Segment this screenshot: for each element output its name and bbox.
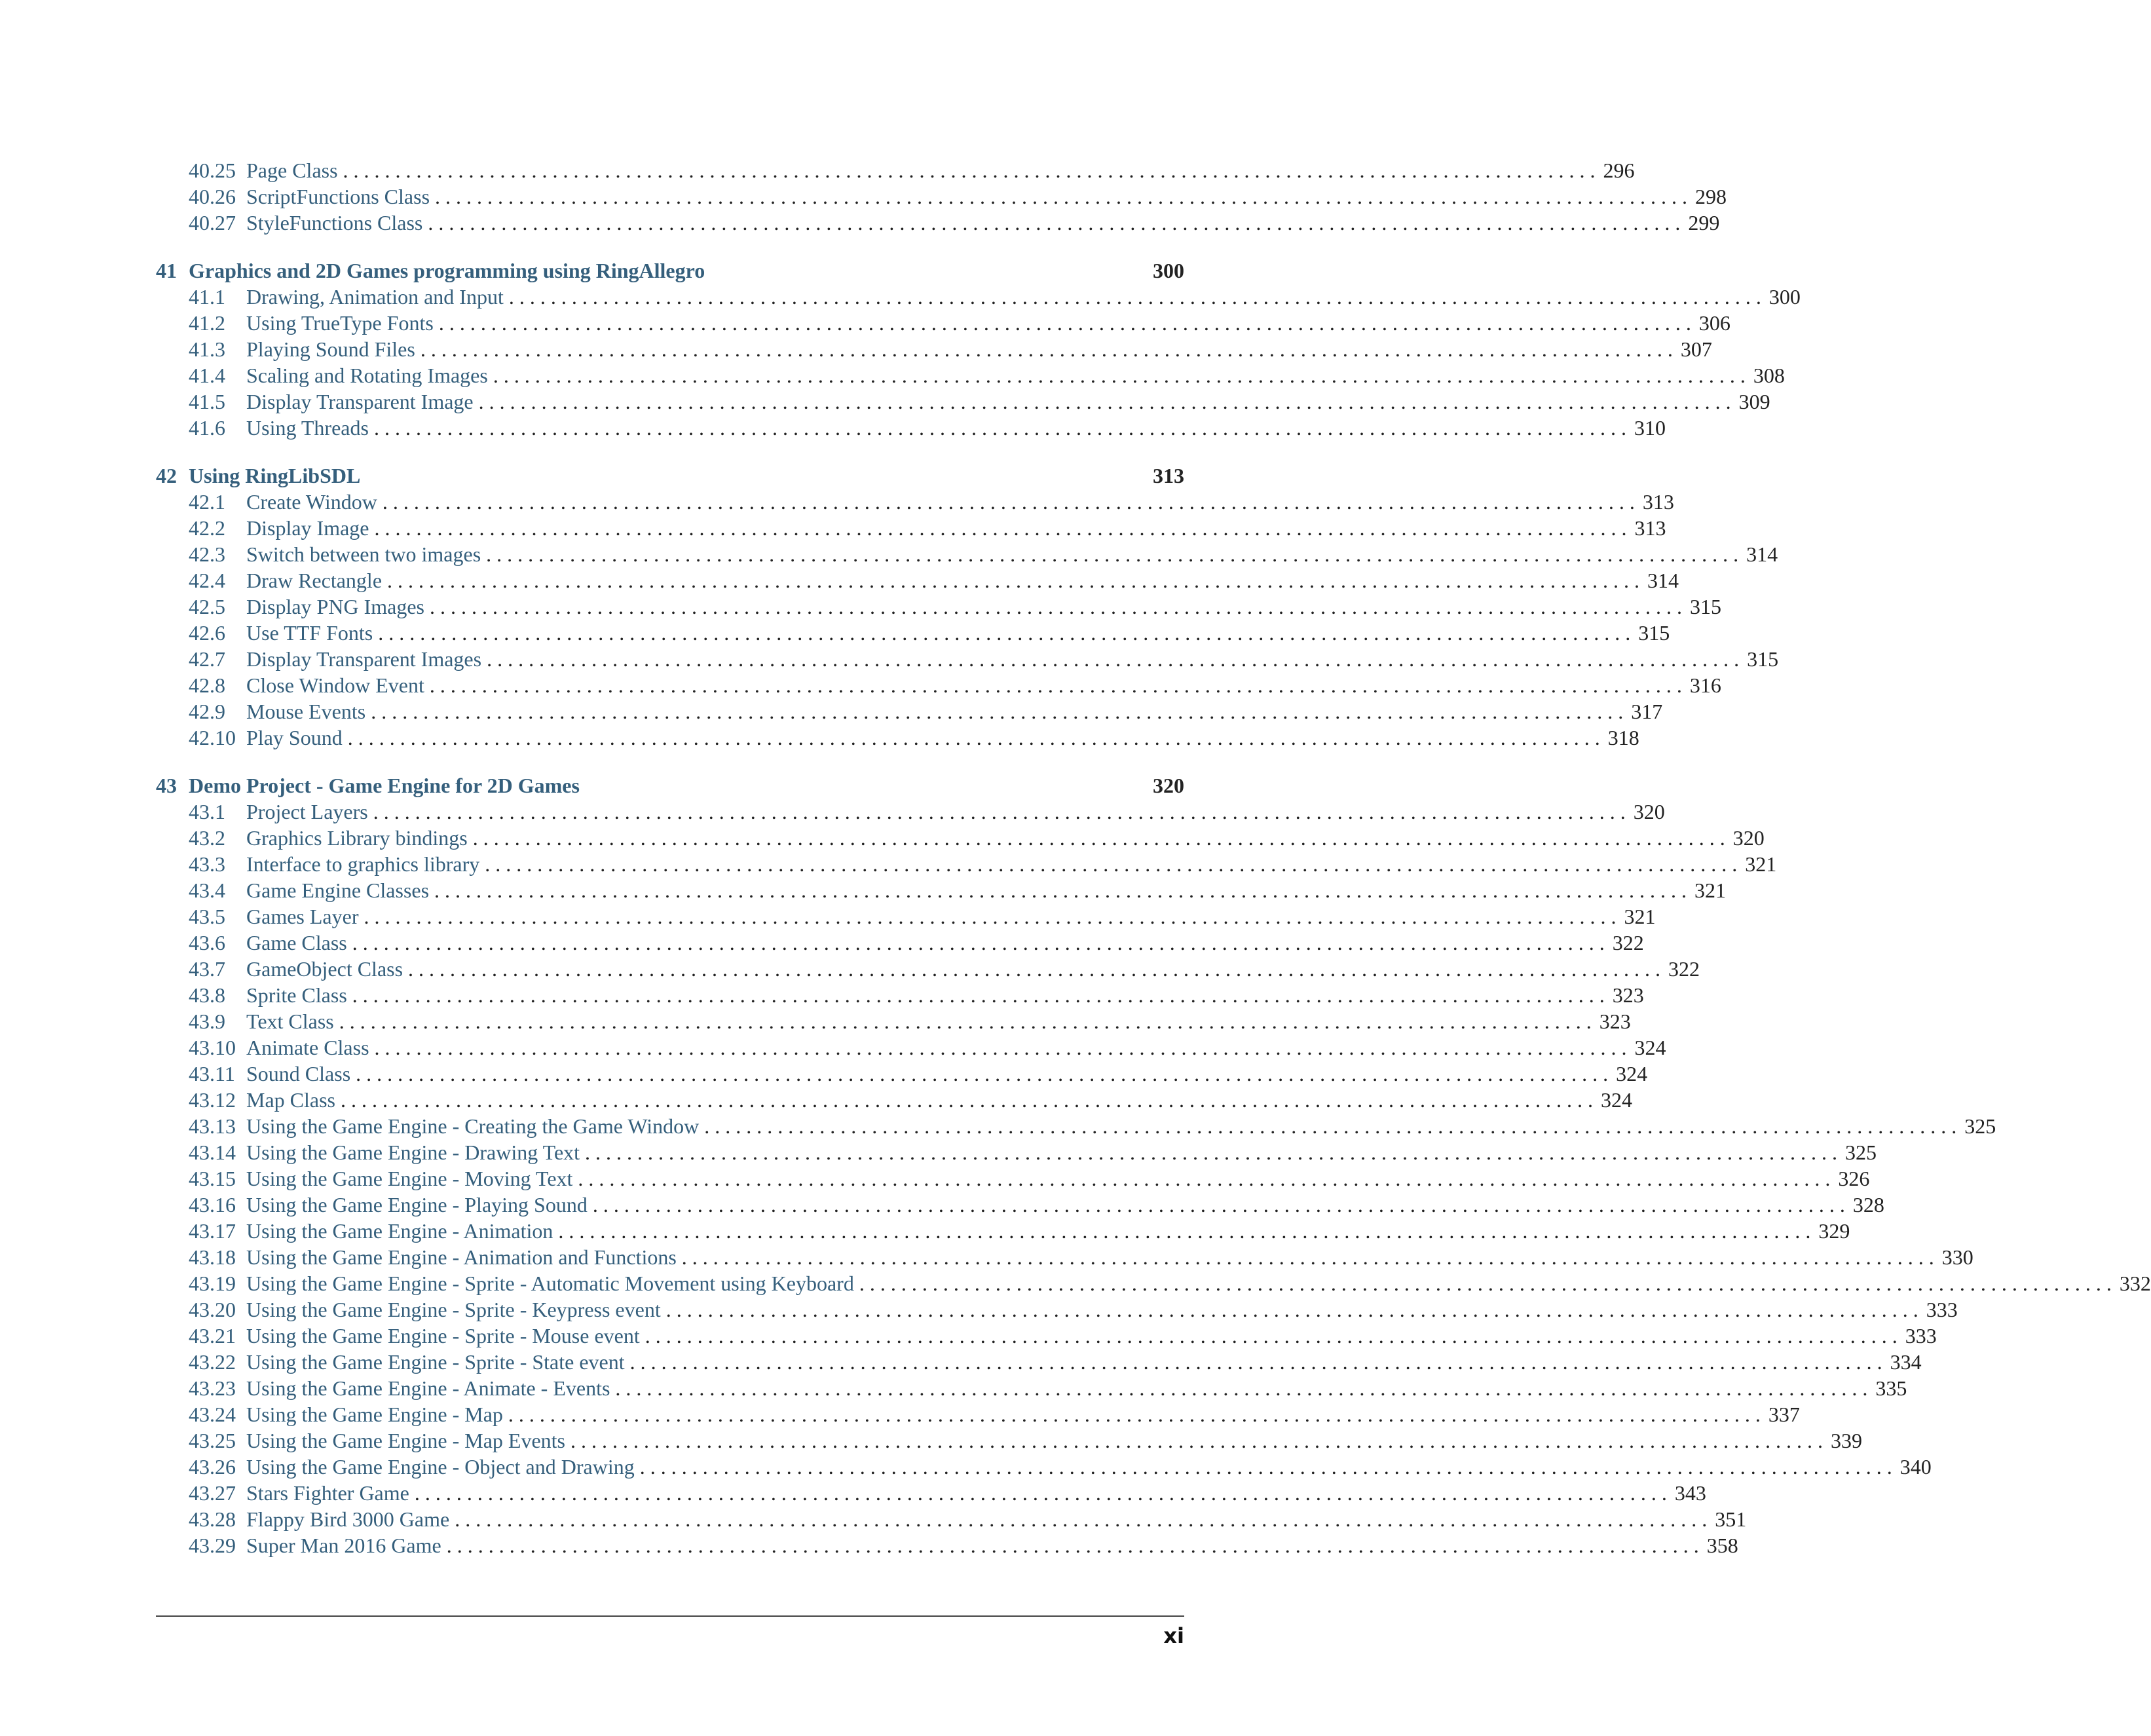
dot-leader: . . . . . . . . . . . . . . . . . . . . . . . . . . . . . . . . . . . . . . . . . . . . . . . . . . . . . . . . . . . . . . . . . . . . . . . . . . . . . . . . . . . . . . . . . . . . . . . . . . . . . . . . . . . . . . . . . . . . . . . . bbox=[382, 490, 1635, 514]
toc-entry-page[interactable]: 306 bbox=[1698, 311, 1730, 335]
dot-leader: . . . . . . . . . . . . . . . . . . . . . . . . . . . . . . . . . . . . . . . . . . . . . . . . . . . . . . . . . . . . . . . . . . . . . . . . . . . . . . . . . . . . . . . . . . . . . . . . . . . . . . . . . . . . . . . . . . . . . . . . bbox=[455, 1507, 1708, 1531]
dot-leader: . . . . . . . . . . . . . . . . . . . . . . . . . . . . . . . . . . . . . . . . . . . . . . . . . . . . . . . . . . . . . . . . . . . . . . . . . . . . . . . . . . . . . . . . . . . . . . . . . . . . . . . . . . . . . . . . . . . . . . . . bbox=[665, 1298, 1918, 1321]
toc-entry-page[interactable]: 310 bbox=[1634, 416, 1666, 440]
toc-entry-page[interactable]: 317 bbox=[1631, 700, 1663, 723]
toc-entry-title[interactable]: Display Transparent Images bbox=[246, 647, 482, 671]
toc-entry-number[interactable]: 42.3 bbox=[189, 542, 225, 566]
toc-entry-title[interactable]: StyleFunctions Class bbox=[246, 211, 423, 235]
dot-leader: . . . . . . . . . . . . . . . . . . . . . . . . . . . . . . . . . . . . . . . . . . . . . . . . . . . . . . . . . . . . . . . . . . . . . . . . . . . . . . . . . . . . . . . . . . . . . . . . . . . . . . . . . . . . . . . . . . . . . . . . bbox=[371, 700, 1624, 723]
dot-leader: . . . . . . . . . . . . . . . . . . . . . . . . . . . . . . . . . . . . . . . . . . . . . . . . . . . . . . . . . . . . . . . . . . . . . . . . . . . . . . . . . . . . . . . . . . . . . . . . . . . . . . . . . . . . . . . . . . . . . . . . bbox=[434, 878, 1687, 902]
toc-section-entry[interactable] bbox=[156, 1427, 1862, 1454]
toc-entry-page[interactable]: 298 bbox=[1695, 185, 1727, 208]
toc-entry-page[interactable]: 326 bbox=[1838, 1167, 1870, 1190]
toc-section-entry[interactable] bbox=[156, 825, 1765, 851]
toc-entry-page[interactable]: 334 bbox=[1890, 1350, 1922, 1374]
toc-entry-number[interactable]: 42.10 bbox=[189, 726, 236, 749]
toc-entry-page[interactable]: 333 bbox=[1905, 1324, 1937, 1348]
toc-entry-title[interactable]: Switch between two images bbox=[246, 542, 481, 566]
toc-entry-title[interactable]: Graphics and 2D Games programming using RingAllegro bbox=[189, 259, 705, 282]
toc-section-entry[interactable] bbox=[156, 1480, 1706, 1506]
toc-entry-number[interactable]: 43.29 bbox=[189, 1534, 236, 1557]
dot-leader: . . . . . . . . . . . . . . . . . . . . . . . . . . . . . . . . . . . . . . . . . . . . . . . . . . . . . . . . . . . . . . . . . . . . . . . . . . . . . . . . . . . . . . . . . . . . . . . . . . . . . . . . . . . . . . . . . . . . . . . . bbox=[373, 416, 1626, 440]
toc-section-entry[interactable] bbox=[156, 698, 1663, 725]
toc-section-entry[interactable] bbox=[156, 956, 1700, 982]
toc-entry-title[interactable]: Using the Game Engine - Map Events bbox=[246, 1429, 565, 1452]
toc-entry-title[interactable]: Interface to graphics library bbox=[246, 852, 480, 876]
dot-leader: . . . . . . . . . . . . . . . . . . . . . . . . . . . . . . . . . . . . . . . . . . . . . . . . . . . . . . . . . . . . . . . . . . . . . . . . . . . . . . . . . . . . . . . . . . . . . . . . . . . . . . . . . . . . . . . . . . . . . . . . bbox=[429, 595, 1682, 618]
toc-entry-page[interactable]: 320 bbox=[1732, 826, 1765, 850]
toc-entry-page[interactable]: 322 bbox=[1612, 931, 1644, 954]
toc-section-entry[interactable] bbox=[156, 1165, 1870, 1192]
toc-entry-number[interactable]: 40.27 bbox=[189, 211, 236, 235]
toc-entry-page[interactable]: 316 bbox=[1689, 673, 1721, 697]
toc-entry-title[interactable]: Using the Game Engine - Animate - Events bbox=[246, 1376, 610, 1400]
footer-divider bbox=[156, 1615, 1184, 1617]
toc-entry-page[interactable]: 325 bbox=[1845, 1141, 1877, 1164]
dot-leader: . . . . . . . . . . . . . . . . . . . . . . . . . . . . . . . . . . . . . . . . . . . . . . . . . . . . . . . . . . . . . . . . . . . . . . . . . . . . . . . . . . . . . . . . . . . . . . . . . . . . . . . . . . . . . . . . . . . . . . . . bbox=[615, 1376, 1868, 1400]
toc-entry-page[interactable]: 299 bbox=[1688, 211, 1720, 235]
toc-entry-page[interactable]: 340 bbox=[1899, 1455, 1932, 1479]
toc-entry-title[interactable]: Demo Project - Game Engine for 2D Games bbox=[189, 774, 580, 797]
toc-section-entry[interactable] bbox=[156, 1532, 1738, 1558]
toc-section-entry[interactable] bbox=[156, 1375, 1907, 1401]
page-number: xi bbox=[1163, 1623, 1184, 1648]
toc-entry-title[interactable]: Play Sound bbox=[246, 726, 343, 749]
toc-entry-number[interactable]: 43 bbox=[156, 774, 177, 797]
toc-entry-number[interactable]: 43.12 bbox=[189, 1088, 236, 1112]
dot-leader: . . . . . . . . . . . . . . . . . . . . . . . . . . . . . . . . . . . . . . . . . . . . . . . . . . . . . . . . . . . . . . . . . . . . . . . . . . . . . . . . . . . . . . . . . . . . . . . . . . . . . . . . . . . . . . . . . . . . . . . . bbox=[472, 826, 1725, 850]
toc-entry-page[interactable]: 323 bbox=[1612, 983, 1644, 1007]
dot-leader: . . . . . . . . . . . . . . . . . . . . . . . . . . . . . . . . . . . . . . . . . . . . . . . . . . . . . . . . . . . . . . . . . . . . . . . . . . . . . . . . . . . . . . . . . . . . . . . . . . . . . . . . . . . . . . . . . . . . . . . . bbox=[570, 1429, 1823, 1452]
toc-section-entry[interactable] bbox=[156, 284, 1801, 310]
toc-section-entry[interactable] bbox=[156, 1401, 1800, 1427]
dot-leader: . . . . . . . . . . . . . . . . . . . . . . . . . . . . . . . . . . . . . . . . . . . . . . . . . . . . . . . . . . . . . . . . . . . . . . . . . . . . . . . . . . . . . . . . . . . . . . . . . . . . . . . . . . . . . . . . . . . . . . . . bbox=[347, 726, 1600, 749]
toc-entry-number[interactable]: 40.25 bbox=[189, 159, 236, 182]
dot-leader: . . . . . . . . . . . . . . . . . . . . . . . . . . . . . . . . . . . . . . . . . . . . . . . . . . . . . . . . . . . . . . . . . . . . . . . . . . . . . . . . . . . . . . . . . . . . . . . . . . . . . . . . . . . . . . . . . . . . . . . . bbox=[704, 1114, 1957, 1138]
toc-section-entry[interactable] bbox=[156, 799, 1665, 825]
toc-entry-number[interactable]: 43.17 bbox=[189, 1219, 236, 1243]
dot-leader: . . . . . . . . . . . . . . . . . . . . . . . . . . . . . . . . . . . . . . . . . . . . . . . . . . . . . . . . . . . . . . . . . . . . . . . . . . . . . . . . . . . . . . . . . . . . . . . . . . . . . . . . . . . . . . . . . . . . . . . . bbox=[493, 364, 1746, 387]
toc-entry-page[interactable]: 330 bbox=[1941, 1245, 1973, 1269]
toc-entry-number[interactable]: 43.18 bbox=[189, 1245, 236, 1269]
toc-section-entry[interactable] bbox=[156, 1087, 1632, 1113]
dot-leader: . . . . . . . . . . . . . . . . . . . . . . . . . . . . . . . . . . . . . . . . . . . . . . . . . . . . . . . . . . . . . . . . . . . . . . . . . . . . . . . . . . . . . . . . . . . . . . . . . . . . . . . . . . . . . . . . . . . . . . . . bbox=[414, 1481, 1667, 1505]
toc-entry-page[interactable]: 315 bbox=[1747, 647, 1779, 671]
toc-section-entry[interactable] bbox=[156, 1008, 1631, 1034]
toc-entry-title[interactable]: Games Layer bbox=[246, 905, 359, 928]
toc-entry-number[interactable]: 43.8 bbox=[189, 983, 225, 1007]
toc-entry-page[interactable]: 321 bbox=[1624, 905, 1656, 928]
dot-leader: . . . . . . . . . . . . . . . . . . . . . . . . . . . . . . . . . . . . . . . . . . . . . . . . . . . . . . . . . . . . . . . . . . . . . . . . . . . . . . . . . . . . . . . . . . . . . . . . . . . . . . . . . . . . . . . . . . . . . . . . bbox=[508, 285, 1761, 309]
toc-entry-title[interactable]: Using the Game Engine - Animation bbox=[246, 1219, 553, 1243]
toc-chapter-entry[interactable] bbox=[156, 257, 1184, 284]
toc-entry-number[interactable]: 43.22 bbox=[189, 1350, 236, 1374]
toc-entry-page[interactable]: 332 bbox=[2119, 1272, 2151, 1295]
dot-leader: . . . . . . . . . . . . . . . . . . . . . . . . . . . . . . . . . . . . . . . . . . . . . . . . . . . . . . . . . . . . . . . . . . . . . . . . . . . . . . . . . . . . . . . . . . . . . . . . . . . . . . . . . . . . . . . . . . . . . . . . bbox=[341, 1088, 1593, 1112]
toc-entry-number[interactable]: 43.14 bbox=[189, 1141, 236, 1164]
toc-section-entry[interactable] bbox=[156, 567, 1679, 594]
toc-entry-number[interactable]: 43.19 bbox=[189, 1272, 236, 1295]
toc-section-entry[interactable] bbox=[156, 620, 1670, 646]
dot-leader: . . . . . . . . . . . . . . . . . . . . . . . . . . . . . . . . . . . . . . . . . . . . . . . . . . . . . . . . . . . . . . . . . . . . . . . . . . . . . . . . . . . . . . . . . . . . . . . . . . . . . . . . . . . . . . . . . . . . . . . . bbox=[343, 159, 1596, 182]
dot-leader: . . . . . . . . . . . . . . . . . . . . . . . . . . . . . . . . . . . . . . . . . . . . . . . . . . . . . . . . . . . . . . . . . . . . . . . . . . . . . . . . . . . . . . . . . . . . . . . . . . . . . . . . . . . . . . . . . . . . . . . . bbox=[352, 983, 1605, 1007]
toc-section-entry[interactable] bbox=[156, 310, 1730, 336]
toc-section-entry[interactable] bbox=[156, 515, 1666, 541]
toc-entry-number[interactable]: 41.4 bbox=[189, 364, 225, 387]
toc-section-entry[interactable] bbox=[156, 1506, 1747, 1532]
toc-section-entry[interactable] bbox=[156, 1270, 2151, 1296]
toc-section-entry[interactable] bbox=[156, 1323, 1937, 1349]
toc-entry-title[interactable]: Use TTF Fonts bbox=[246, 621, 373, 645]
toc-entry-title[interactable]: Using the Game Engine - Map bbox=[246, 1403, 503, 1426]
dot-leader: . . . . . . . . . . . . . . . . . . . . . . . . . . . . . . . . . . . . . . . . . . . . . . . . . . . . . . . . . . . . . . . . . . . . . . . . . . . . . . . . . . . . . . . . . . . . . . . . . . . . . . . . . . . . . . . . . . . . . . . . bbox=[352, 931, 1605, 954]
toc-entry-number[interactable]: 43.7 bbox=[189, 957, 225, 981]
toc-entry-number[interactable]: 43.3 bbox=[189, 852, 225, 876]
toc-entry-title[interactable]: Using the Game Engine - Sprite - Keypress event bbox=[246, 1298, 661, 1321]
dot-leader: . . . . . . . . . . . . . . . . . . . . . . . . . . . . . . . . . . . . . . . . . . . . . . . . . . . . . . . . . . . . . . . . . . . . . . . . . . . . . . . . . . . . . . . . . . . . . . . . . . . . . . . . . . . . . . . . . . . . . . . . bbox=[435, 185, 1688, 208]
toc-entry-page[interactable]: 324 bbox=[1601, 1088, 1632, 1112]
toc-entry-page[interactable]: 324 bbox=[1616, 1062, 1648, 1085]
toc-entry-page[interactable]: 337 bbox=[1768, 1403, 1800, 1426]
toc-entry-page[interactable]: 328 bbox=[1852, 1193, 1884, 1217]
toc-section-entry[interactable] bbox=[156, 672, 1721, 698]
toc-entry-title[interactable]: Create Window bbox=[246, 490, 377, 514]
toc-section-entry[interactable] bbox=[156, 851, 1777, 877]
toc-entry-page[interactable]: 333 bbox=[1926, 1298, 1958, 1321]
toc-chapter-entry[interactable] bbox=[156, 772, 1184, 799]
toc-entry-number[interactable]: 43.13 bbox=[189, 1114, 236, 1138]
toc-entry-page[interactable]: 313 bbox=[1642, 490, 1674, 514]
dot-leader: . . . . . . . . . . . . . . . . . . . . . . . . . . . . . . . . . . . . . . . . . . . . . . . . . . . . . . . . . . . . . . . . . . . . . . . . . . . . . . . . . . . . . . . . . . . . . . . . . . . . . . . . . . . . . . . . . . . . . . . . bbox=[487, 647, 1740, 671]
toc-entry-title[interactable]: Game Class bbox=[246, 931, 347, 954]
toc-entry-title[interactable]: Text Class bbox=[246, 1010, 334, 1033]
toc-entry-number[interactable]: 42.4 bbox=[189, 569, 225, 592]
toc-entry-title[interactable]: Using TrueType Fonts bbox=[246, 311, 434, 335]
dot-leader: . . . . . . . . . . . . . . . . . . . . . . . . . . . . . . . . . . . . . . . . . . . . . . . . . . . . . . . . . . . . . . . . . . . . . . . . . . . . . . . . . . . . . . . . . . . . . . . . . . . . . . . . . . . . . . . . . . . . . . . . bbox=[585, 1141, 1838, 1164]
toc-entry-page[interactable]: 313 bbox=[1153, 464, 1184, 487]
toc-section-entry[interactable] bbox=[156, 362, 1785, 388]
dot-leader: . . . . . . . . . . . . . . . . . . . . . . . . . . . . . . . . . . . . . . . . . . . . . . . . . . . . . . . . . . . . . . . . . . . . . . . . . . . . . . . . . . . . . . . . . . . . . . . . . . . . . . . . . . . . . . . . . . . . . . . . bbox=[508, 1403, 1761, 1426]
dot-leader: . . . . . . . . . . . . . . . . . . . . . . . . . . . . . . . . . . . . . . . . . . . . . . . . . . . . . . . . . . . . . . . . . . . . . . . . . . . . . . . . . . . . . . . . . . . . . . . . . . . . . . . . . . . . . . . . . . . . . . . . bbox=[859, 1272, 2112, 1295]
toc-entry-title[interactable]: Sprite Class bbox=[246, 983, 347, 1007]
toc-entry-title[interactable]: Using the Game Engine - Sprite - State event bbox=[246, 1350, 625, 1374]
toc-entry-title[interactable]: Display Transparent Image bbox=[246, 390, 474, 413]
toc-entry-number[interactable]: 43.5 bbox=[189, 905, 225, 928]
toc-entry-number[interactable]: 43.11 bbox=[189, 1062, 235, 1085]
toc-entry-page[interactable]: 300 bbox=[1768, 285, 1801, 309]
toc-section-entry[interactable] bbox=[156, 1349, 1922, 1375]
toc-entry-title[interactable]: Map Class bbox=[246, 1088, 335, 1112]
toc-entry-title[interactable]: Flappy Bird 3000 Game bbox=[246, 1507, 450, 1531]
toc-section-entry[interactable] bbox=[156, 1296, 1958, 1323]
toc-entry-number[interactable]: 43.16 bbox=[189, 1193, 236, 1217]
toc-entry-title[interactable]: Mouse Events bbox=[246, 700, 366, 723]
toc-entry-page[interactable]: 321 bbox=[1745, 852, 1777, 876]
toc-entry-title[interactable]: Close Window Event bbox=[246, 673, 424, 697]
toc-entry-title[interactable]: Super Man 2016 Game bbox=[246, 1534, 441, 1557]
toc-chapter-entry[interactable] bbox=[156, 462, 1184, 489]
toc-entry-page[interactable]: 339 bbox=[1831, 1429, 1862, 1452]
toc-section-entry[interactable] bbox=[156, 336, 1712, 362]
dot-leader: . . . . . . . . . . . . . . . . . . . . . . . . . . . . . . . . . . . . . . . . . . . . . . . . . . . . . . . . . . . . . . . . . . . . . . . . . . . . . . . . . . . . . . . . . . . . . . . . . . . . . . . . . . . . . . . . . . . . . . . . bbox=[478, 390, 1731, 413]
toc-entry-page[interactable]: 335 bbox=[1875, 1376, 1907, 1400]
toc-section-entry[interactable] bbox=[156, 489, 1674, 515]
toc-entry-number[interactable]: 43.15 bbox=[189, 1167, 236, 1190]
dot-leader: . . . . . . . . . . . . . . . . . . . . . . . . . . . . . . . . . . . . . . . . . . . . . . . . . . . . . . . . . . . . . . . . . . . . . . . . . . . . . . . . . . . . . . . . . . . . . . . . . . . . . . . . . . . . . . . . . . . . . . . . bbox=[681, 1245, 1934, 1269]
toc-entry-number[interactable]: 42.1 bbox=[189, 490, 225, 514]
toc-entry-title[interactable]: Using the Game Engine - Playing Sound bbox=[246, 1193, 588, 1217]
toc-entry-title[interactable]: Using the Game Engine - Animation and Functions bbox=[246, 1245, 677, 1269]
toc-entry-number[interactable]: 42.7 bbox=[189, 647, 225, 671]
toc-entry-page[interactable]: 296 bbox=[1603, 159, 1635, 182]
toc-entry-number[interactable]: 42 bbox=[156, 464, 177, 487]
toc-section-entry[interactable] bbox=[156, 903, 1656, 930]
toc-entry-title[interactable]: Using the Game Engine - Sprite - Mouse event bbox=[246, 1324, 640, 1348]
toc-entry-number[interactable]: 43.28 bbox=[189, 1507, 236, 1531]
toc-entry-number[interactable]: 43.6 bbox=[189, 931, 225, 954]
toc-entry-number[interactable]: 43.21 bbox=[189, 1324, 236, 1348]
toc-entry-title[interactable]: Project Layers bbox=[246, 800, 368, 823]
toc-entry-title[interactable]: Using the Game Engine - Moving Text bbox=[246, 1167, 573, 1190]
toc-section-entry[interactable] bbox=[156, 646, 1779, 672]
toc-entry-page[interactable]: 315 bbox=[1689, 595, 1721, 618]
dot-leader: . . . . . . . . . . . . . . . . . . . . . . . . . . . . . . . . . . . . . . . . . . . . . . . . . . . . . . . . . . . . . . . . . . . . . . . . . . . . . . . . . . . . . . . . . . . . . . . . . . . . . . . . . . . . . . . . . . . . . . . . bbox=[420, 337, 1673, 361]
toc-entry-number[interactable]: 43.23 bbox=[189, 1376, 236, 1400]
dot-leader: . . . . . . . . . . . . . . . . . . . . . . . . . . . . . . . . . . . . . . . . . . . . . . . . . . . . . . . . . . . . . . . . . . . . . . . . . . . . . . . . . . . . . . . . . . . . . . . . . . . . . . . . . . . . . . . . . . . . . . . . bbox=[387, 569, 1640, 592]
toc-entry-number[interactable]: 41.3 bbox=[189, 337, 225, 361]
dot-leader: . . . . . . . . . . . . . . . . . . . . . . . . . . . . . . . . . . . . . . . . . . . . . . . . . . . . . . . . . . . . . . . . . . . . . . . . . . . . . . . . . . . . . . . . . . . . . . . . . . . . . . . . . . . . . . . . . . . . . . . . bbox=[592, 1193, 1845, 1217]
toc-entry-page[interactable]: 314 bbox=[1647, 569, 1679, 592]
toc-section-entry[interactable] bbox=[156, 982, 1644, 1008]
toc-entry-title[interactable]: Using the Game Engine - Sprite - Automatic Movement using Keyboard bbox=[246, 1272, 854, 1295]
dot-leader: . . . . . . . . . . . . . . . . . . . . . . . . . . . . . . . . . . . . . . . . . . . . . . . . . . . . . . . . . . . . . . . . . . . . . . . . . . . . . . . . . . . . . . . . . . . . . . . . . . . . . . . . . . . . . . . . . . . . . . . . bbox=[378, 621, 1631, 645]
toc-entry-number[interactable]: 41.5 bbox=[189, 390, 225, 413]
dot-leader: . . . . . . . . . . . . . . . . . . . . . . . . . . . . . . . . . . . . . . . . . . . . . . . . . . . . . . . . . . . . . . . . . . . . . . . . . . . . . . . . . . . . . . . . . . . . . . . . . . . . . . . . . . . . . . . . . . . . . . . . bbox=[578, 1167, 1831, 1190]
dot-leader: . . . . . . . . . . . . . . . . . . . . . . . . . . . . . . . . . . . . . . . . . . . . . . . . . . . . . . . . . . . . . . . . . . . . . . . . . . . . . . . . . . . . . . . . . . . . . . . . . . . . . . . . . . . . . . . . . . . . . . . . bbox=[374, 1036, 1627, 1059]
toc-entry-page[interactable]: 351 bbox=[1715, 1507, 1747, 1531]
toc-entry-number[interactable]: 43.27 bbox=[189, 1481, 236, 1505]
dot-leader: . . . . . . . . . . . . . . . . . . . . . . . . . . . . . . . . . . . . . . . . . . . . . . . . . . . . . . . . . . . . . . . . . . . . . . . . . . . . . . . . . . . . . . . . . . . . . . . . . . . . . . . . . . . . . . . . . . . . . . . . bbox=[408, 957, 1661, 981]
toc-section-entry[interactable] bbox=[156, 157, 1635, 183]
toc-entry-number[interactable]: 40.26 bbox=[189, 185, 236, 208]
toc-entry-title[interactable]: Using Threads bbox=[246, 416, 369, 440]
toc-section-entry[interactable] bbox=[156, 1218, 1850, 1244]
dot-leader: . . . . . . . . . . . . . . . . . . . . . . . . . . . . . . . . . . . . . . . . . . . . . . . . . . . . . . . . . . . . . . . . . . . . . . . . . . . . . . . . . . . . . . . . . . . . . . . . . . . . . . . . . . . . . . . . . . . . . . . . bbox=[428, 211, 1681, 235]
toc-entry-number[interactable]: 43.9 bbox=[189, 1010, 225, 1033]
toc-entry-number[interactable]: 43.20 bbox=[189, 1298, 236, 1321]
toc-entry-title[interactable]: Display Image bbox=[246, 516, 369, 540]
toc-section-entry[interactable] bbox=[156, 415, 1666, 441]
toc-entry-page[interactable]: 358 bbox=[1706, 1534, 1738, 1557]
toc-entry-page[interactable]: 321 bbox=[1694, 878, 1727, 902]
dot-leader: . . . . . . . . . . . . . . . . . . . . . . . . . . . . . . . . . . . . . . . . . . . . . . . . . . . . . . . . . . . . . . . . . . . . . . . . . . . . . . . . . . . . . . . . . . . . . . . . . . . . . . . . . . . . . . . . . . . . . . . . bbox=[364, 905, 1617, 928]
toc-entry-page[interactable]: 318 bbox=[1607, 726, 1639, 749]
toc-entry-page[interactable]: 313 bbox=[1634, 516, 1666, 540]
toc-entry-number[interactable]: 43.1 bbox=[189, 800, 225, 823]
toc-entry-number[interactable]: 43.4 bbox=[189, 878, 225, 902]
toc-entry-title[interactable]: Stars Fighter Game bbox=[246, 1481, 409, 1505]
toc-section-entry[interactable] bbox=[156, 1034, 1666, 1061]
toc-entry-number[interactable]: 43.24 bbox=[189, 1403, 236, 1426]
toc-section-entry[interactable] bbox=[156, 1244, 1973, 1270]
toc-entry-title[interactable]: Page Class bbox=[246, 159, 338, 182]
toc-entry-page[interactable]: 315 bbox=[1638, 621, 1670, 645]
toc-section-entry[interactable] bbox=[156, 594, 1721, 620]
toc-entry-title[interactable]: Playing Sound Files bbox=[246, 337, 415, 361]
toc-section-entry[interactable] bbox=[156, 1113, 1996, 1139]
toc-entry-number[interactable]: 42.5 bbox=[189, 595, 225, 618]
toc-entry-title[interactable]: Using the Game Engine - Object and Drawing bbox=[246, 1455, 635, 1479]
toc-entry-title[interactable]: Animate Class bbox=[246, 1036, 369, 1059]
toc-section-entry[interactable] bbox=[156, 877, 1727, 903]
dot-leader: . . . . . . . . . . . . . . . . . . . . . . . . . . . . . . . . . . . . . . . . . . . . . . . . . . . . . . . . . . . . . . . . . . . . . . . . . . . . . . . . . . . . . . . . . . . . . . . . . . . . . . . . . . . . . . . . . . . . . . . . bbox=[438, 311, 1691, 335]
toc-entry-page[interactable]: 329 bbox=[1818, 1219, 1850, 1243]
toc-section-entry[interactable] bbox=[156, 1139, 1877, 1165]
toc-section-entry[interactable] bbox=[156, 1454, 1932, 1480]
dot-leader: . . . . . . . . . . . . . . . . . . . . . . . . . . . . . . . . . . . . . . . . . . . . . . . . . . . . . . . . . . . . . . . . . . . . . . . . . . . . . . . . . . . . . . . . . . . . . . . . . . . . . . . . . . . . . . . . . . . . . . . . bbox=[373, 800, 1626, 823]
toc-entry-title[interactable]: Drawing, Animation and Input bbox=[246, 285, 504, 309]
table-of-contents bbox=[156, 157, 2151, 1558]
toc-entry-title[interactable]: ScriptFunctions Class bbox=[246, 185, 430, 208]
toc-entry-title[interactable]: Scaling and Rotating Images bbox=[246, 364, 488, 387]
toc-entry-page[interactable]: 300 bbox=[1153, 259, 1184, 282]
dot-leader: . . . . . . . . . . . . . . . . . . . . . . . . . . . . . . . . . . . . . . . . . . . . . . . . . . . . . . . . . . . . . . . . . . . . . . . . . . . . . . . . . . . . . . . . . . . . . . . . . . . . . . . . . . . . . . . . . . . . . . . . bbox=[374, 516, 1627, 540]
toc-entry-title[interactable]: GameObject Class bbox=[246, 957, 403, 981]
toc-section-entry[interactable] bbox=[156, 541, 1778, 567]
toc-entry-number[interactable]: 41.6 bbox=[189, 416, 225, 440]
toc-entry-page[interactable]: 322 bbox=[1668, 957, 1700, 981]
dot-leader: . . . . . . . . . . . . . . . . . . . . . . . . . . . . . . . . . . . . . . . . . . . . . . . . . . . . . . . . . . . . . . . . . . . . . . . . . . . . . . . . . . . . . . . . . . . . . . . . . . . . . . . . . . . . . . . . . . . . . . . . bbox=[558, 1219, 1811, 1243]
dot-leader: . . . . . . . . . . . . . . . . . . . . . . . . . . . . . . . . . . . . . . . . . . . . . . . . . . . . . . . . . . . . . . . . . . . . . . . . . . . . . . . . . . . . . . . . . . . . . . . . . . . . . . . . . . . . . . . . . . . . . . . . bbox=[339, 1010, 1592, 1033]
toc-entry-page[interactable]: 320 bbox=[1633, 800, 1665, 823]
toc-section-entry[interactable] bbox=[156, 930, 1644, 956]
toc-entry-title[interactable]: Sound Class bbox=[246, 1062, 351, 1085]
dot-leader: . . . . . . . . . . . . . . . . . . . . . . . . . . . . . . . . . . . . . . . . . . . . . . . . . . . . . . . . . . . . . . . . . . . . . . . . . . . . . . . . . . . . . . . . . . . . . . . . . . . . . . . . . . . . . . . . . . . . . . . . bbox=[645, 1324, 1898, 1348]
toc-entry-number[interactable]: 41.2 bbox=[189, 311, 225, 335]
toc-entry-title[interactable]: Using the Game Engine - Drawing Text bbox=[246, 1141, 580, 1164]
toc-entry-number[interactable]: 42.8 bbox=[189, 673, 225, 697]
toc-entry-number[interactable]: 42.2 bbox=[189, 516, 225, 540]
toc-entry-title[interactable]: Using the Game Engine - Creating the Game Window bbox=[246, 1114, 700, 1138]
toc-section-entry[interactable] bbox=[156, 183, 1727, 210]
toc-entry-page[interactable]: 325 bbox=[1964, 1114, 1996, 1138]
dot-leader: . . . . . . . . . . . . . . . . . . . . . . . . . . . . . . . . . . . . . . . . . . . . . . . . . . . . . . . . . . . . . . . . . . . . . . . . . . . . . . . . . . . . . . . . . . . . . . . . . . . . . . . . . . . . . . . . . . . . . . . . bbox=[429, 673, 1682, 697]
toc-section-entry[interactable] bbox=[156, 388, 1770, 415]
toc-entry-number[interactable]: 42.6 bbox=[189, 621, 225, 645]
toc-entry-number[interactable]: 43.25 bbox=[189, 1429, 236, 1452]
toc-entry-number[interactable]: 43.26 bbox=[189, 1455, 236, 1479]
dot-leader: . . . . . . . . . . . . . . . . . . . . . . . . . . . . . . . . . . . . . . . . . . . . . . . . . . . . . . . . . . . . . . . . . . . . . . . . . . . . . . . . . . . . . . . . . . . . . . . . . . . . . . . . . . . . . . . . . . . . . . . . bbox=[356, 1062, 1609, 1085]
toc-entry-page[interactable]: 320 bbox=[1153, 774, 1184, 797]
toc-entry-title[interactable]: Display PNG Images bbox=[246, 595, 424, 618]
toc-entry-number[interactable]: 42.9 bbox=[189, 700, 225, 723]
toc-entry-title[interactable]: Graphics Library bindings bbox=[246, 826, 468, 850]
toc-section-entry[interactable] bbox=[156, 725, 1639, 751]
toc-section-entry[interactable] bbox=[156, 210, 1720, 236]
toc-entry-number[interactable]: 43.10 bbox=[189, 1036, 236, 1059]
dot-leader: . . . . . . . . . . . . . . . . . . . . . . . . . . . . . . . . . . . . . . . . . . . . . . . . . . . . . . . . . . . . . . . . . . . . . . . . . . . . . . . . . . . . . . . . . . . . . . . . . . . . . . . . . . . . . . . . . . . . . . . . bbox=[446, 1534, 1699, 1557]
toc-entry-page[interactable]: 343 bbox=[1674, 1481, 1706, 1505]
dot-leader: . . . . . . . . . . . . . . . . . . . . . . . . . . . . . . . . . . . . . . . . . . . . . . . . . . . . . . . . . . . . . . . . . . . . . . . . . . . . . . . . . . . . . . . . . . . . . . . . . . . . . . . . . . . . . . . . . . . . . . . . bbox=[486, 542, 1739, 566]
toc-entry-title[interactable]: Using RingLibSDL bbox=[189, 464, 361, 487]
toc-entry-page[interactable]: 323 bbox=[1599, 1010, 1631, 1033]
toc-entry-number[interactable]: 43.2 bbox=[189, 826, 225, 850]
toc-entry-page[interactable]: 314 bbox=[1746, 542, 1778, 566]
toc-entry-number[interactable]: 41.1 bbox=[189, 285, 225, 309]
dot-leader: . . . . . . . . . . . . . . . . . . . . . . . . . . . . . . . . . . . . . . . . . . . . . . . . . . . . . . . . . . . . . . . . . . . . . . . . . . . . . . . . . . . . . . . . . . . . . . . . . . . . . . . . . . . . . . . . . . . . . . . . bbox=[639, 1455, 1892, 1479]
toc-entry-title[interactable]: Game Engine Classes bbox=[246, 878, 430, 902]
toc-entry-page[interactable]: 324 bbox=[1634, 1036, 1666, 1059]
toc-entry-title[interactable]: Draw Rectangle bbox=[246, 569, 383, 592]
toc-section-entry[interactable] bbox=[156, 1061, 1648, 1087]
toc-entry-page[interactable]: 309 bbox=[1738, 390, 1770, 413]
toc-entry-page[interactable]: 308 bbox=[1753, 364, 1785, 387]
dot-leader: . . . . . . . . . . . . . . . . . . . . . . . . . . . . . . . . . . . . . . . . . . . . . . . . . . . . . . . . . . . . . . . . . . . . . . . . . . . . . . . . . . . . . . . . . . . . . . . . . . . . . . . . . . . . . . . . . . . . . . . . bbox=[485, 852, 1738, 876]
dot-leader: . . . . . . . . . . . . . . . . . . . . . . . . . . . . . . . . . . . . . . . . . . . . . . . . . . . . . . . . . . . . . . . . . . . . . . . . . . . . . . . . . . . . . . . . . . . . . . . . . . . . . . . . . . . . . . . . . . . . . . . . bbox=[629, 1350, 1882, 1374]
toc-entry-page[interactable]: 307 bbox=[1680, 337, 1712, 361]
toc-section-entry[interactable] bbox=[156, 1192, 1884, 1218]
toc-entry-number[interactable]: 41 bbox=[156, 259, 177, 282]
